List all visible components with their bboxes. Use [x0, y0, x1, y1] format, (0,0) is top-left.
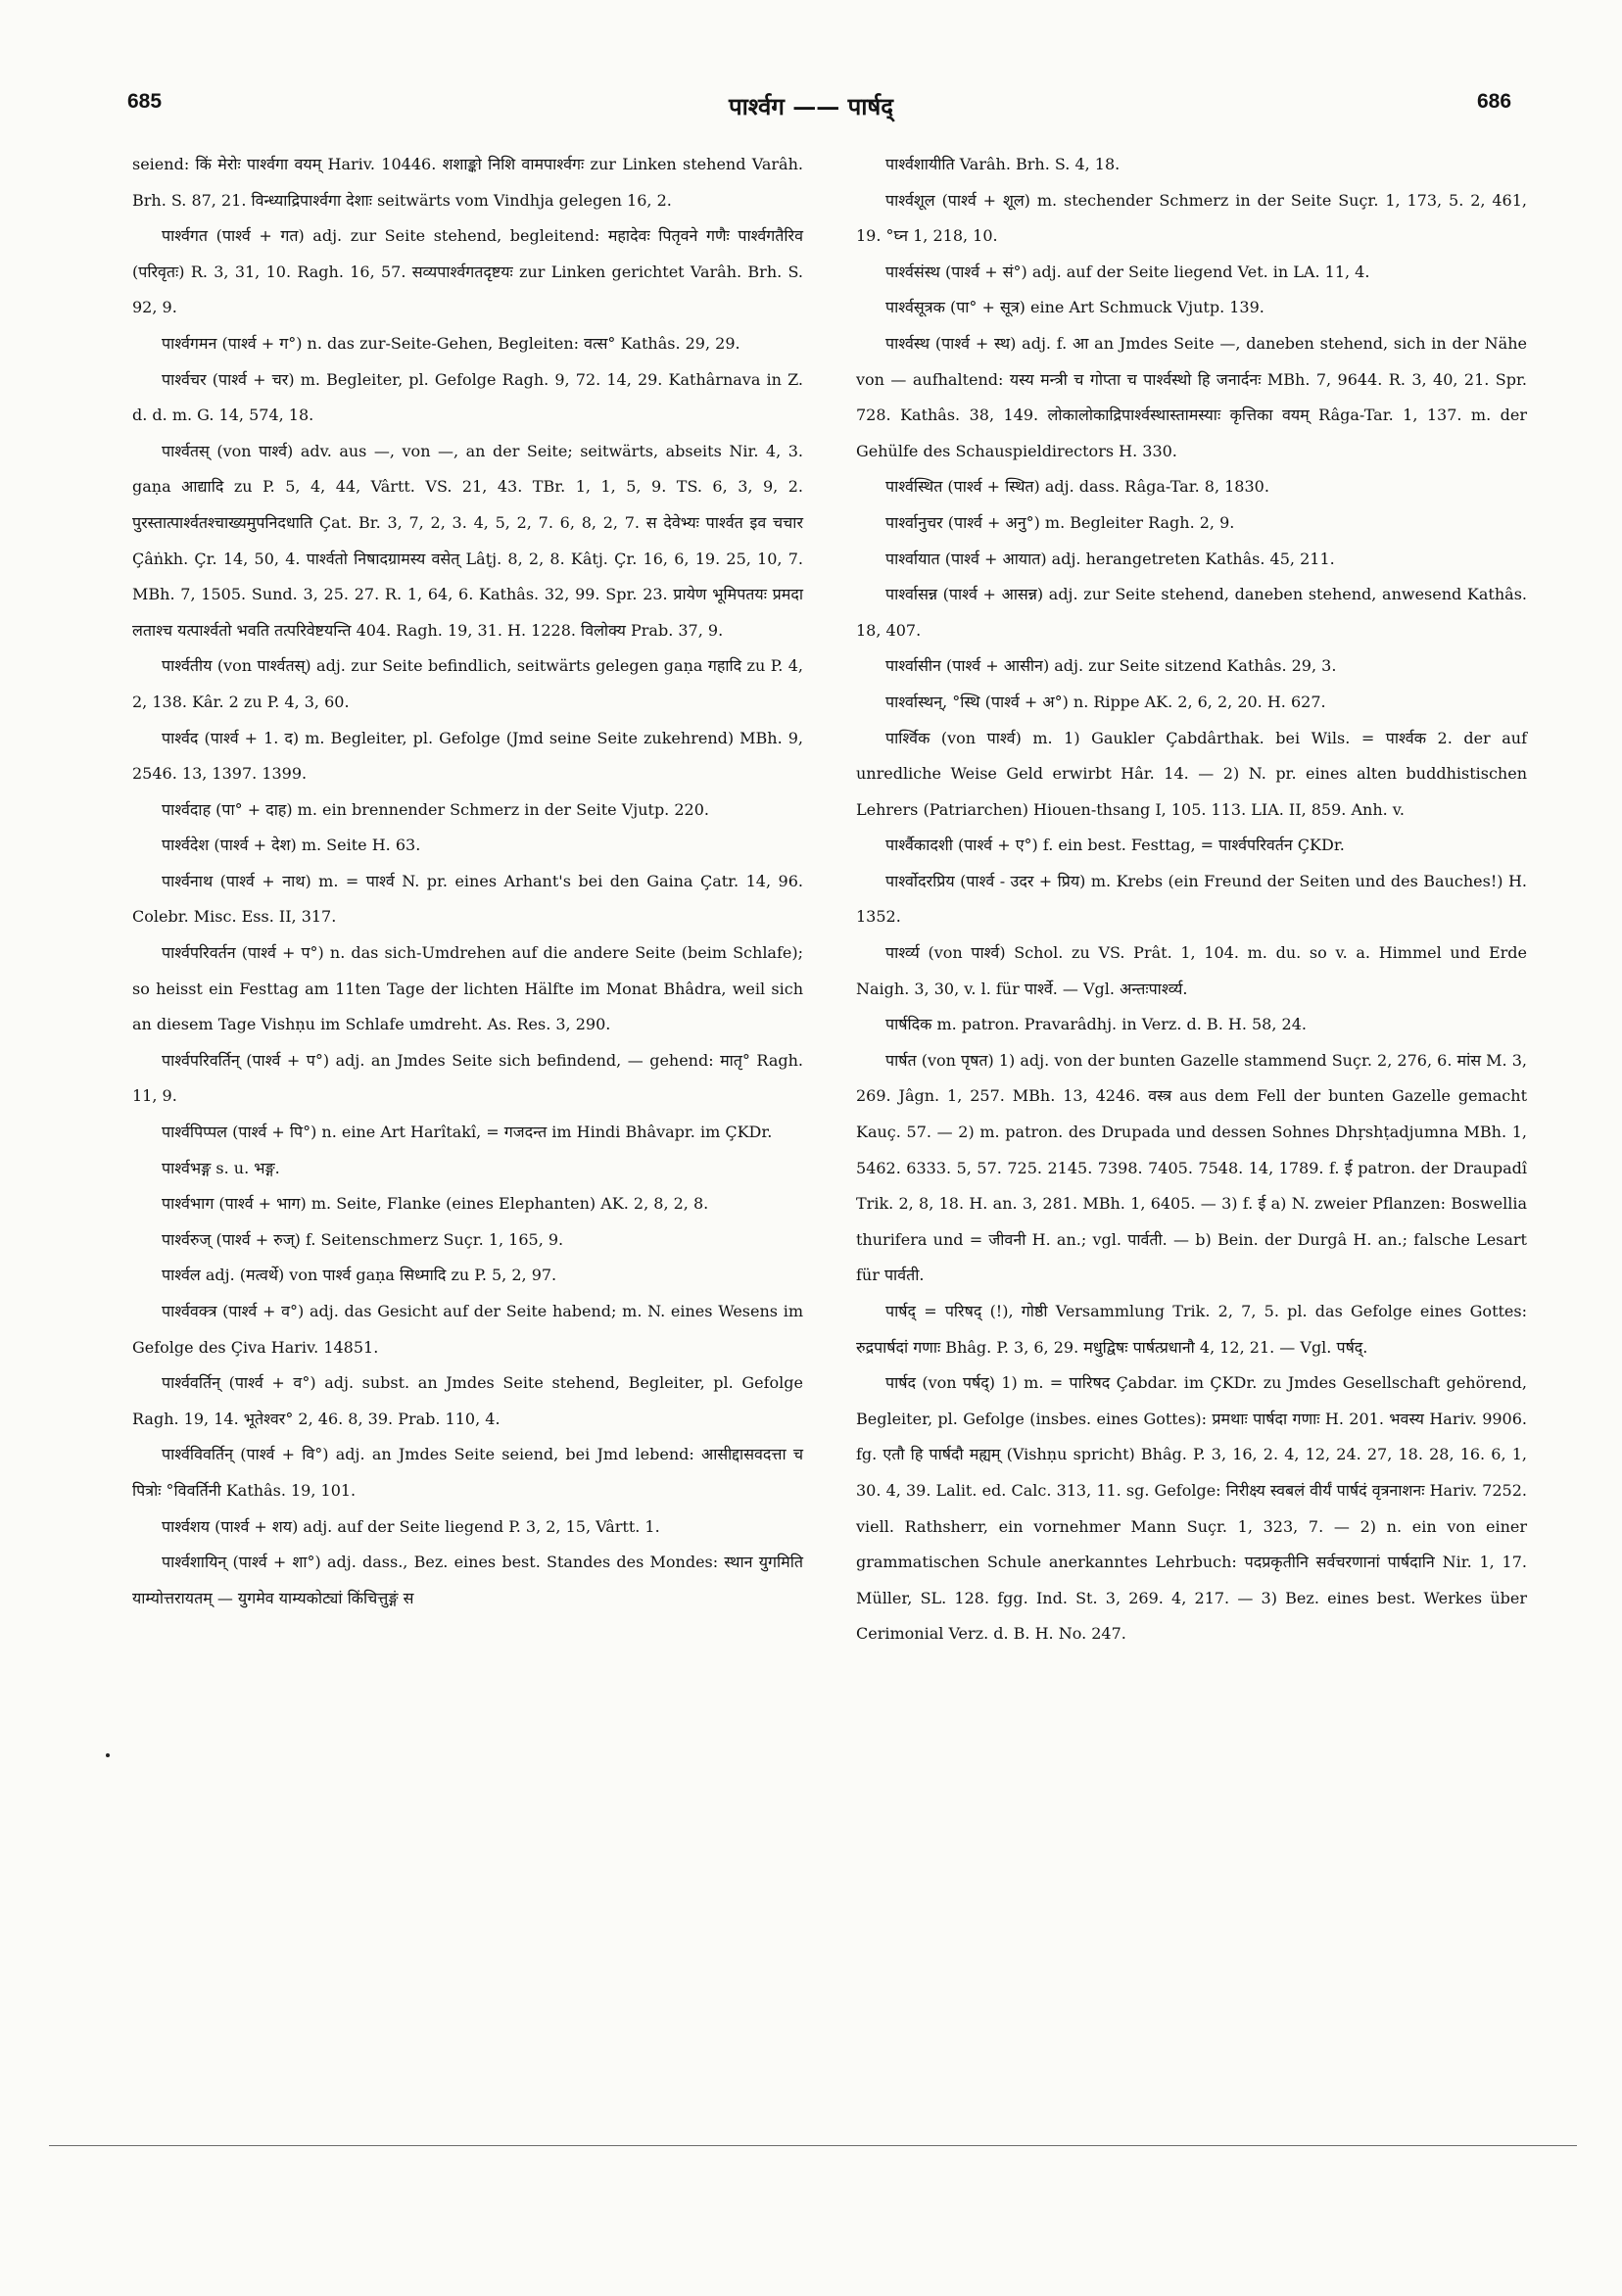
dictionary-entry: पार्श्वगत (पार्श्व + गत) adj. zur Seite stehend, begleitend: महादेवः पितृवने गणैः पार्श्वगतैरिव (परिवृतः) R. 3, 31, 10. Ragh. 16, 57. सव्यपार्श्वगतदृष्टयः zur Linken gerichtet Varâh. Brh. S. 92, 9. — [132, 226, 803, 317]
dictionary-entry: पार्श्वासीन (पार्श्व + आसीन) adj. zur Seite sitzend Kathâs. 29, 3. — [885, 656, 1337, 676]
dictionary-entry: पार्श्वशय (पार्श्व + शय) adj. auf der Seite liegend P. 3, 2, 15, Vârtt. 1. — [162, 1516, 660, 1536]
right-column — [856, 147, 1527, 1652]
dictionary-entry: पार्श्वभाग (पार्श्व + भाग) m. Seite, Flanke (eines Elephanten) AK. 2, 8, 2, 8. — [162, 1194, 709, 1214]
dictionary-entry: पार्श्वासन्न (पार्श्व + आसन्न) adj. zur Seite stehend, daneben stehend, anwesend Kathâs. 18, 407. — [856, 585, 1527, 640]
dictionary-entry: पार्श्वोदरप्रिय (पार्श्व - उदर + प्रिय) m. Krebs (ein Freund der Seiten und des Bauches!) H. 1352. — [856, 871, 1527, 927]
dictionary-entry: पार्श्वास्थन्, °स्थि (पार्श्व + अ°) n. Rippe AK. 2, 6, 2, 20. H. 627. — [885, 692, 1326, 711]
dictionary-entry: पार्श्वल adj. (मत्वर्थे) von पार्श्व gaṇa सिध्मादि zu P. 5, 2, 97. — [162, 1266, 557, 1285]
dictionary-entry: पार्श्वद (पार्श्व + 1. द) m. Begleiter, pl. Gefolge (Jmd seine Seite zukehrend) MBh. 9, 2546. 13, 1397. 1399. — [132, 728, 803, 784]
dictionary-entry: पार्श्वशायीति Varâh. Brh. S. 4, 18. — [885, 155, 1121, 173]
right-page-number: 686 — [1477, 90, 1512, 113]
dictionary-entry: पार्षत (von पृषत) 1) adj. von der bunten Gazelle stammend Suçr. 2, 276, 6. मांस M. 3, 269. Jâgn. 1, 257. MBh. 13, 4246. वस्त्र aus dem Fell der bunten Gazelle gemacht Kauç. 57. — 2) m. patron. des Drupada und dessen Sohnes Dhṛshṭadjumna MBh. 1, 5462. 6333. 5, 57. 725. 2145. 7398. 7405. 7548. 14, 1789. f. ई patron. der Draupadî Trik. 2, 8, 18. H. an. 3, 281. MBh. 1, 6405. — 3) f. ई a) N. zweier Pflanzen: Boswellia thurifera und = जीवनी H. an.; vgl. पार्वती. — b) Bein. der Durgâ H. an.; falsche Lesart für पार्वती. — [856, 1050, 1527, 1285]
bottom-rule — [49, 2145, 1577, 2146]
dictionary-entry: पार्श्वसूत्रक (पा° + सूत्र) eine Art Schmuck Vjutp. 139. — [885, 298, 1264, 317]
dictionary-entry: पार्श्वैकादशी (पार्श्व + ए°) f. ein best. Festtag, = पार्श्वपरिवर्तन ÇKDr. — [885, 836, 1345, 855]
dictionary-entry: पार्श्वदाह (पा° + दाह) m. ein brennender Schmerz in der Seite Vjutp. 220. — [162, 799, 709, 819]
dictionary-entry: पार्श्वरुज् (पार्श्व + रुज्) f. Seitenschmerz Suçr. 1, 165, 9. — [162, 1229, 564, 1249]
header-title: पार्श्वग —— पार्षद् — [728, 92, 894, 120]
dictionary-entry: पार्श्वतस् (von पार्श्व) adv. aus —, von —, an der Seite; seitwärts, abseits Nir. 4, 3. gaṇa आद्यादि zu P. 5, 4, 44, Vârtt. VS. 21, 43. TBr. 1, 1, 5, 9. TS. 6, 3, 9, 2. पुरस्तात्पार्श्वतश्चाख्यमुपनिदधाति Çat. Br. 3, 7, 2, 3. 4, 5, 2, 7. 6, 8, 2, 7. स देवेभ्यः पार्श्वत इव चचार Çâṅkh. Çr. 14, 50, 4. पार्श्वतो निषादग्रामस्य वसेत् Lâṭj. 8, 2, 8. Kâtj. Çr. 16, 6, 19. 25, 10, 7. MBh. 7, 1505. Sund. 3, 25. 27. R. 1, 64, 6. Kathâs. 32, 99. Spr. 23. प्रायेण भूमिपतयः प्रमदा लताश्च यत्पार्श्वतो भवति तत्परिवेष्टयन्ति 404. Ragh. 19, 31. H. 1228. विलोक्य Prab. 37, 9. — [132, 441, 803, 640]
dictionary-entry: पार्श्वपिप्पल (पार्श्व + पि°) n. eine Art Harîtakî, = गजदन्त im Hindi Bhâvapr. im ÇKDr. — [162, 1123, 773, 1142]
dictionary-entry: seiend: किं मेरोः पार्श्वगा वयम् Hariv. 10446. शशाङ्को निशि वामपार्श्वगः zur Linken stehend Varâh. Brh. S. 87, 21. विन्ध्याद्रिपार्श्वगा देशाः seitwärts vom Vindhja gelegen 16, 2. — [132, 155, 803, 210]
dictionary-entry: पार्श्वदेश (पार्श्व + देश) m. Seite H. 63. — [162, 836, 421, 855]
dictionary-entry: पार्श्व्य (von पार्श्व) Schol. zu VS. Prât. 1, 104. m. du. so v. a. Himmel und Erde Naigh. 3, 30, v. l. für पार्श्वे. — Vgl. अन्तःपार्श्व्य. — [856, 943, 1527, 998]
page-header — [0, 90, 1622, 129]
dictionary-entry: पार्श्वसंस्थ (पार्श्व + सं°) adj. auf der Seite liegend Vet. in LA. 11, 4. — [885, 262, 1370, 281]
dictionary-entry: पार्श्वभङ्ग s. u. भङ्ग. — [162, 1158, 280, 1177]
dictionary-entry: पार्षदिक m. patron. Pravarâdhj. in Verz. d. B. H. 58, 24. — [885, 1015, 1307, 1034]
dictionary-entry: पार्श्वतीय (von पार्श्वतस्) adj. zur Seite befindlich, seitwärts gelegen gaṇa गहादि zu P. 4, 2, 138. Kâr. 2 zu P. 4, 3, 60. — [132, 656, 803, 711]
left-page-number: 685 — [127, 90, 163, 113]
dictionary-entry: पार्श्वानुचर (पार्श्व + अनु°) m. Begleiter Ragh. 2, 9. — [885, 512, 1235, 532]
dictionary-entry: पार्श्ववर्तिन् (पार्श्व + व°) adj. subst. an Jmdes Seite stehend, Begleiter, pl. Gefolge Ragh. 19, 14. भूतेश्वर° 2, 46. 8, 39. Prab. 110, 4. — [132, 1373, 803, 1428]
dictionary-entry: पार्श्वशूल (पार्श्व + शूल) m. stechender Schmerz in der Seite Suçr. 1, 173, 5. 2, 461, 19. °घ्न 1, 218, 10. — [856, 190, 1527, 246]
dictionary-entry: पार्षद् = परिषद् (!), गोष्ठी Versammlung Trik. 2, 7, 5. pl. das Gefolge eines Gottes: रुद्रपार्षदां गणाः Bhâg. P. 3, 6, 29. मधुद्विषः पार्षत्प्रधानौ 4, 12, 21. — Vgl. पर्षद्. — [856, 1302, 1527, 1357]
left-column — [132, 147, 803, 1616]
dictionary-entry: पार्श्वायात (पार्श्व + आयात) adj. herangetreten Kathâs. 45, 211. — [885, 549, 1335, 568]
dictionary-entry: पार्श्वपरिवर्तन (पार्श्व + प°) n. das sich-Umdrehen auf die andere Seite (beim Schlafe); so heisst ein Festtag am 11ten Tage der lichten Hälfte im Monat Bhâdra, weil sich an diesem Tage Vishṇu im Schlafe umdreht. As. Res. 3, 290. — [132, 943, 803, 1034]
dictionary-entry: पार्श्वचर (पार्श्व + चर) m. Begleiter, pl. Gefolge Ragh. 9, 72. 14, 29. Kathârnava in Z. d. d. m. G. 14, 574, 18. — [132, 369, 803, 425]
dictionary-entry: पार्श्वपरिवर्तिन् (पार्श्व + प°) adj. an Jmdes Seite sich befindend, — gehend: मातृ° Ragh. 11, 9. — [132, 1050, 803, 1106]
dictionary-entry: पार्श्वस्थित (पार्श्व + स्थित) adj. dass. Râga-Tar. 8, 1830. — [885, 477, 1269, 497]
dictionary-entry: पार्षद (von पर्षद्) 1) m. = पारिषद Çabdar. im ÇKDr. zu Jmdes Gesellschaft gehörend, Begleiter, pl. Gefolge (insbes. eines Gottes): प्रमथाः पार्षदा गणाः H. 201. भवस्य Hariv. 9906. fg. एतौ हि पार्षदौ मह्यम् (Vishṇu spricht) Bhâg. P. 3, 16, 2. 4, 12, 24. 27, 18. 28, 16. 6, 1, 30. 4, 39. Lalit. ed. Calc. 313, 11. sg. Gefolge: निरीक्ष्य स्वबलं वीर्यं पार्षदं वृत्रनाशनः Hariv. 7252. viell. Rathsherr, ein vornehmer Mann Suçr. 1, 323, 7. — 2) n. ein von einer grammatischen Schule anerkanntes Lehrbuch: पदप्रकृतीनि सर्वचरणानां पार्षदानि Nir. 1, 17. Müller, SL. 128. fgg. Ind. St. 3, 269. 4, 217. — 3) Bez. eines best. Werkes über Cerimonial Verz. d. B. H. No. 247. — [856, 1373, 1527, 1644]
dictionary-entry: पार्श्वस्थ (पार्श्व + स्थ) adj. f. आ an Jmdes Seite —, daneben stehend, sich in der Nähe von — aufhaltend: यस्य मन्त्री च गोप्ता च पार्श्वस्थो हि जनार्दनः MBh. 7, 9644. R. 3, 40, 21. Spr. 728. Kathâs. 38, 149. लोकालोकाद्रिपार्श्वस्थास्तामस्याः कृत्तिका वयम् Râga-Tar. 1, 137. m. der Gehülfe des Schauspieldirectors H. 330. — [856, 333, 1527, 460]
dictionary-entry: पार्श्वगमन (पार्श्व + ग°) n. das zur-Seite-Gehen, Begleiten: वत्स° Kathâs. 29, 29. — [162, 333, 740, 353]
dictionary-entry: पार्श्वविवर्तिन् (पार्श्व + वि°) adj. an Jmdes Seite seiend, bei Jmd lebend: आसीद्दासवदत्ता च पित्रोः °विवर्तिनी Kathâs. 19, 101. — [132, 1445, 803, 1500]
dictionary-entry: पार्श्वशायिन् (पार्श्व + शा°) adj. dass., Bez. eines best. Standes des Mondes: स्थान युगमिति याम्योत्तरायतम् — युगमेव याम्यकोट्यां किंचित्तुङ्गं स — [132, 1553, 803, 1607]
dictionary-entry: पार्श्विक (von पार्श्व) m. 1) Gaukler Çabdârthak. bei Wils. = पार्श्वक 2. der auf unredliche Weise Geld erwirbt Hâr. 14. — 2) N. pr. eines alten buddhistischen Lehrers (Patriarchen) Hiouen-thsang I, 105. 113. LIA. II, 859. Anh. v. — [856, 728, 1527, 819]
dictionary-entry: पार्श्वनाथ (पार्श्व + नाथ) m. = पार्श्व N. pr. eines Arhant's bei den Gaina Çatr. 14, 96. Colebr. Misc. Ess. II, 317. — [132, 871, 803, 927]
dictionary-entry: पार्श्ववक्त्र (पार्श्व + व°) adj. das Gesicht auf der Seite habend; m. N. eines Wesens im Gefolge des Çiva Hariv. 14851. — [132, 1302, 803, 1357]
margin-mark — [106, 1753, 110, 1757]
